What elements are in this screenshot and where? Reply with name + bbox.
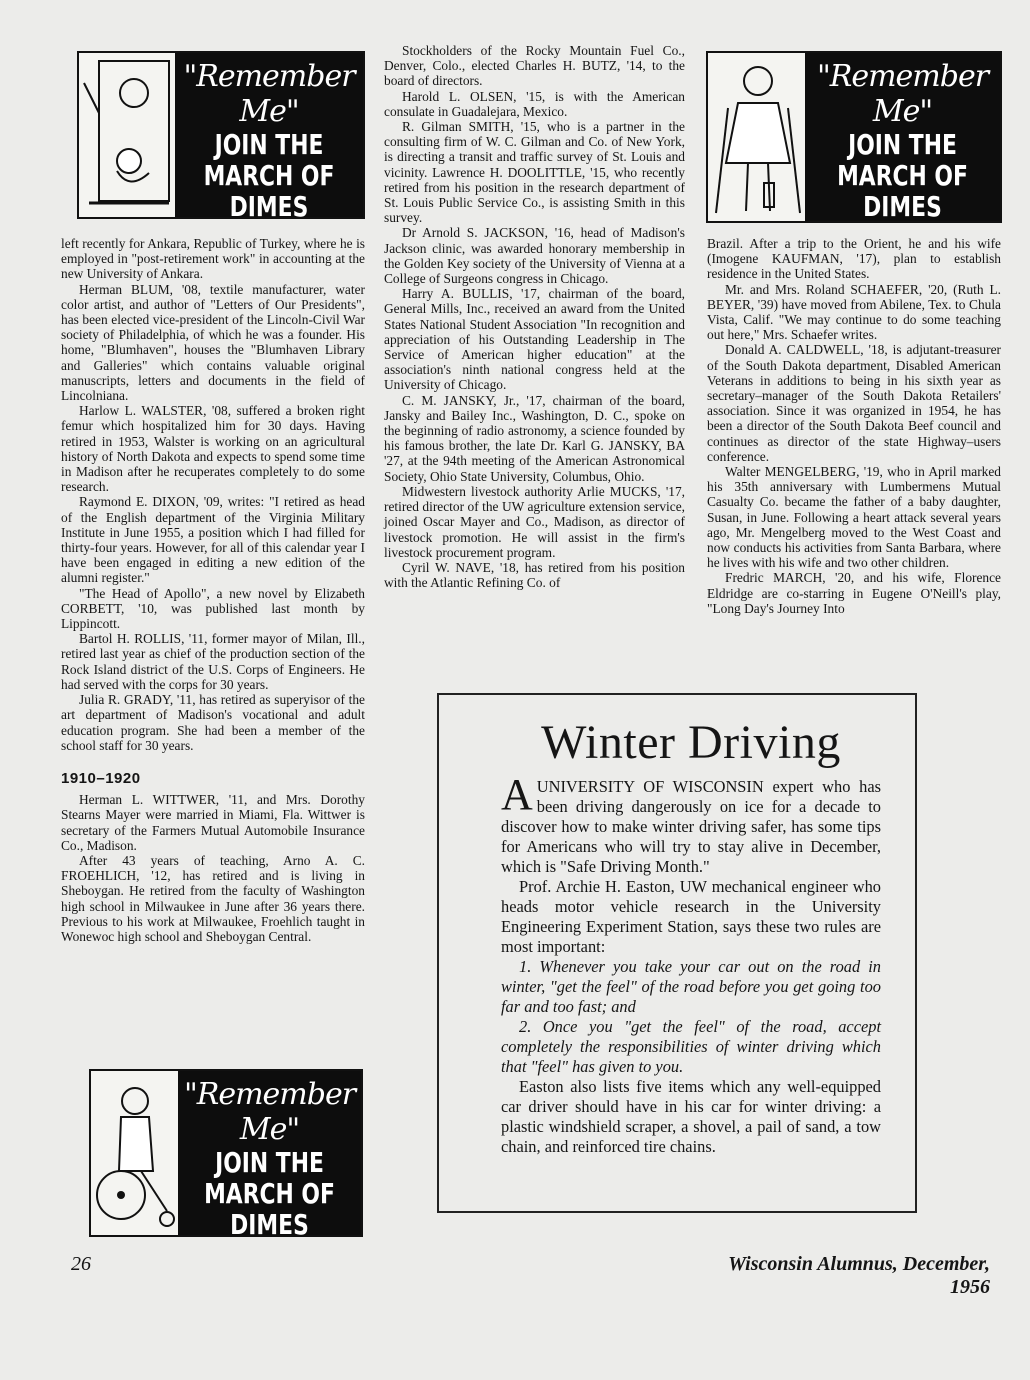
ad-banner [175, 53, 363, 217]
ad-join-line: JOIN THE [214, 128, 324, 161]
ad-tagline: "Remember Me" [816, 59, 989, 129]
drop-cap: A [501, 770, 533, 819]
paragraph: Julia R. GRADY, '11, has retired as superyisor of the art department of Madison's vocational and adult education program. She had been a member of the school staff for 30 years. [61, 692, 365, 753]
paragraph: Bartol H. ROLLIS, '11, former mayor of Milan, Ill., retired last year as chief of the production section of the Rock Island district of the U.S. Corps of Engineers. He had served with the corps for 30 years. [61, 631, 365, 692]
paragraph: Dr Arnold S. JACKSON, '16, head of Madison's Jackson clinic, was awarded honorary membership in the Golden Key society of the University of Vienna at a College of Surgeons congress in Chicago. [384, 225, 685, 287]
ad-march-line: MARCH OF DIMES [204, 1177, 335, 1237]
march-of-dimes-ad-crutches [706, 51, 1002, 223]
lead-text: UNIVERSITY OF WISCONSIN expert who has been driving dangerously on ice for a decade to discover how to make winter driving safer, has some tips for Americans who will try to stay alive in December, which is "Safe Driving Month." [501, 777, 881, 876]
paragraph: Midwestern livestock authority Arlie MUCKS, '17, retired director of the UW agriculture extension service, joined Oscar Mayer and Co., Madison, as director of livestock promotion. He will assist in the firm's livestock procurement program. [384, 483, 685, 560]
march-of-dimes-ad-iron-lung [77, 51, 365, 219]
ad-march-line: MARCH OF DIMES [837, 159, 968, 223]
ad-march-line: MARCH OF DIMES [203, 159, 335, 219]
paragraph: After 43 years of teaching, Arno A. C. FROEHLICH, '12, has retired and is living in Sheboygan. He retired from the faculty of Washington high school in Milwaukee in June after 36 years there. Previous to his work at Milwaukee, Froehlich taught in Wonewoc high school and Sheboygan Central. [61, 852, 365, 944]
ad-tagline: "Remember Me" [183, 1077, 356, 1147]
publication-footer: Wisconsin Alumnus, December, 1956 [728, 1253, 990, 1298]
ad-tagline: "Remember Me" [183, 59, 355, 129]
winter-driving-box [437, 693, 917, 1213]
paragraph: Mr. and Mrs. Roland SCHAEFER, '20, (Ruth L. BEYER, '39) have moved from Abilene, Tex. to Chula Vista, Calif. "We may continue to do some teaching out here," Mrs. Schaefer writes. [707, 281, 1001, 343]
column-2 [384, 43, 685, 590]
paragraph: Stockholders of the Rocky Mountain Fuel Co., Denver, Colo., elected Charles H. BUTZ, '14, to the board of directors. [384, 43, 685, 89]
page-number: 26 [71, 1253, 91, 1275]
ad-banner [805, 53, 1000, 221]
girl-with-crutches-illustration [708, 53, 808, 221]
paragraph: C. M. JANSKY, Jr., '17, chairman of the board, Jansky and Bailey Inc., Washington, D. C., spoke on the beginning of radio astronomy, a science founded by his famous brother, the late Dr. Karl G. JANSKY, BA '27, at the 94th meeting of the American Astronomical Society, Ohio State University, Columbus, Ohio. [384, 392, 685, 484]
paragraph: Harold L. OLSEN, '15, is with the American consulate in Guadalejara, Mexico. [384, 88, 685, 119]
winter-lead-paragraph [501, 770, 881, 877]
paragraph: R. Gilman SMITH, '15, who is a partner in the consulting firm of W. C. Gilman and Co. of New York, is directing a transit and traffic survey of St. Louis and vicinity. Lawrence H. DOOLITTLE, '15, who recently retired from his position in the research department of St. Louis Public Service Co., is assisting Smith in this survey. [384, 119, 685, 226]
paragraph: Easton also lists five items which any well-equipped car driver should have in his car for winter driving: a plastic windshield scraper, a shovel, a pail of sand, a tow chain, and reinforced tire chains. [501, 1077, 881, 1156]
paragraph: Brazil. After a trip to the Orient, he and his wife (Imogene KAUFMAN, '17), plan to establish residence in the United States. [707, 236, 1001, 282]
paragraph: "The Head of Apollo", a new novel by Elizabeth CORBETT, '10, was published last month by Lippincott. [61, 585, 365, 632]
paragraph: Harlow L. WALSTER, '08, suffered a broken right femur which hospitalized him for 30 days. Having retired in 1953, Walster is working on an agricultural history of North Dakota and expects to spend some time in Madison after he recuperates completely to do some research. [61, 403, 365, 495]
paragraph: Herman BLUM, '08, textile manufacturer, water color artist, and author of "Letters of Our Presidents", has been elected vice-president of the Lincoln-Civil War society of Philadelphia, of which he was a founder. His home, "Blumhaven", houses the "Blumhaven Library and Galleries" which contains valuable original manuscripts, letters and documents in the field of Lincolniana. [61, 281, 365, 404]
paragraph: Prof. Archie H. Easton, UW mechanical engineer who heads motor vehicle research in the University Engineering Experiment Station, says these two rules are most important: [501, 877, 881, 956]
winter-driving-title: Winter Driving [541, 716, 841, 769]
paragraph: Cyril W. NAVE, '18, has retired from his position with the Atlantic Refining Co. of [384, 559, 685, 591]
paragraph: Raymond E. DIXON, '09, writes: "I retired as head of the English department of the Virginia Military Institute in June 1955, a position which I had filled for thirty-four years. However, for all of this calendar year I have been engaged in editing a new edition of the alumni register." [61, 494, 365, 586]
rule-1: 1. Whenever you take your car out on the road in winter, "get the feel" of the road before you get going too far and too fast; and [501, 957, 881, 1016]
ad-join-line: JOIN THE [848, 128, 957, 161]
paragraph: Fredric MARCH, '20, and his wife, Florence Eldridge are co-starring in Eugene O'Neill's play, "Long Day's Journey Into [707, 570, 1001, 616]
iron-lung-illustration [79, 53, 179, 217]
section-heading: 1910–1920 [61, 769, 141, 787]
rule-2: 2. Once you "get the feel" of the road, accept completely the responsibilities of winter driving which that "feel" has given to you. [501, 1017, 881, 1076]
paragraph: Harry A. BULLIS, '17, chairman of the board, General Mills, Inc., received an award from the United States National Student Association "In recognition and appreciation of his Outstanding Leadership in The Service of American higher education" at the association's ninth national congress held at the University of Chicago. [384, 286, 685, 393]
wheelchair-illustration [91, 1071, 181, 1235]
paragraph: Donald A. CALDWELL, '18, is adjutant-treasurer of the South Dakota department, Disabled American Veterans in additions to being in his sixth year as secretary–manager of the South Dakota Retailers' association. Since it was organized in 1954, he has been a director of the South Dakota Beef council and continues as director of the state Highway–users conference. [707, 342, 1001, 464]
ad-join-line: JOIN THE [215, 1146, 324, 1179]
paragraph: left recently for Ankara, Republic of Turkey, where he is employed in "post-retirement work" in accounting at the new University of Ankara. [61, 236, 365, 282]
column-3 [707, 236, 1001, 616]
ad-banner [178, 1071, 361, 1235]
paragraph: Herman L. WITTWER, '11, and Mrs. Dorothy Stearns Mayer were married in Miami, Fla. Wittwer is secretary of the Farmers Mutual Automobile Insurance Co., Madison. [61, 792, 365, 853]
march-of-dimes-ad-wheelchair [89, 1069, 363, 1237]
paragraph: Walter MENGELBERG, '19, who in April marked his 35th anniversary with Lumbermens Mutual Casualty Co. became the father of a baby daughter, Susan, in June. Following a heart attack several years ago, Mr. Mengelberg moved to the West Coast and now conducts his activities from Santa Barbara, where he lives with his wife and two other children. [707, 464, 1001, 571]
column-1 [61, 236, 365, 944]
